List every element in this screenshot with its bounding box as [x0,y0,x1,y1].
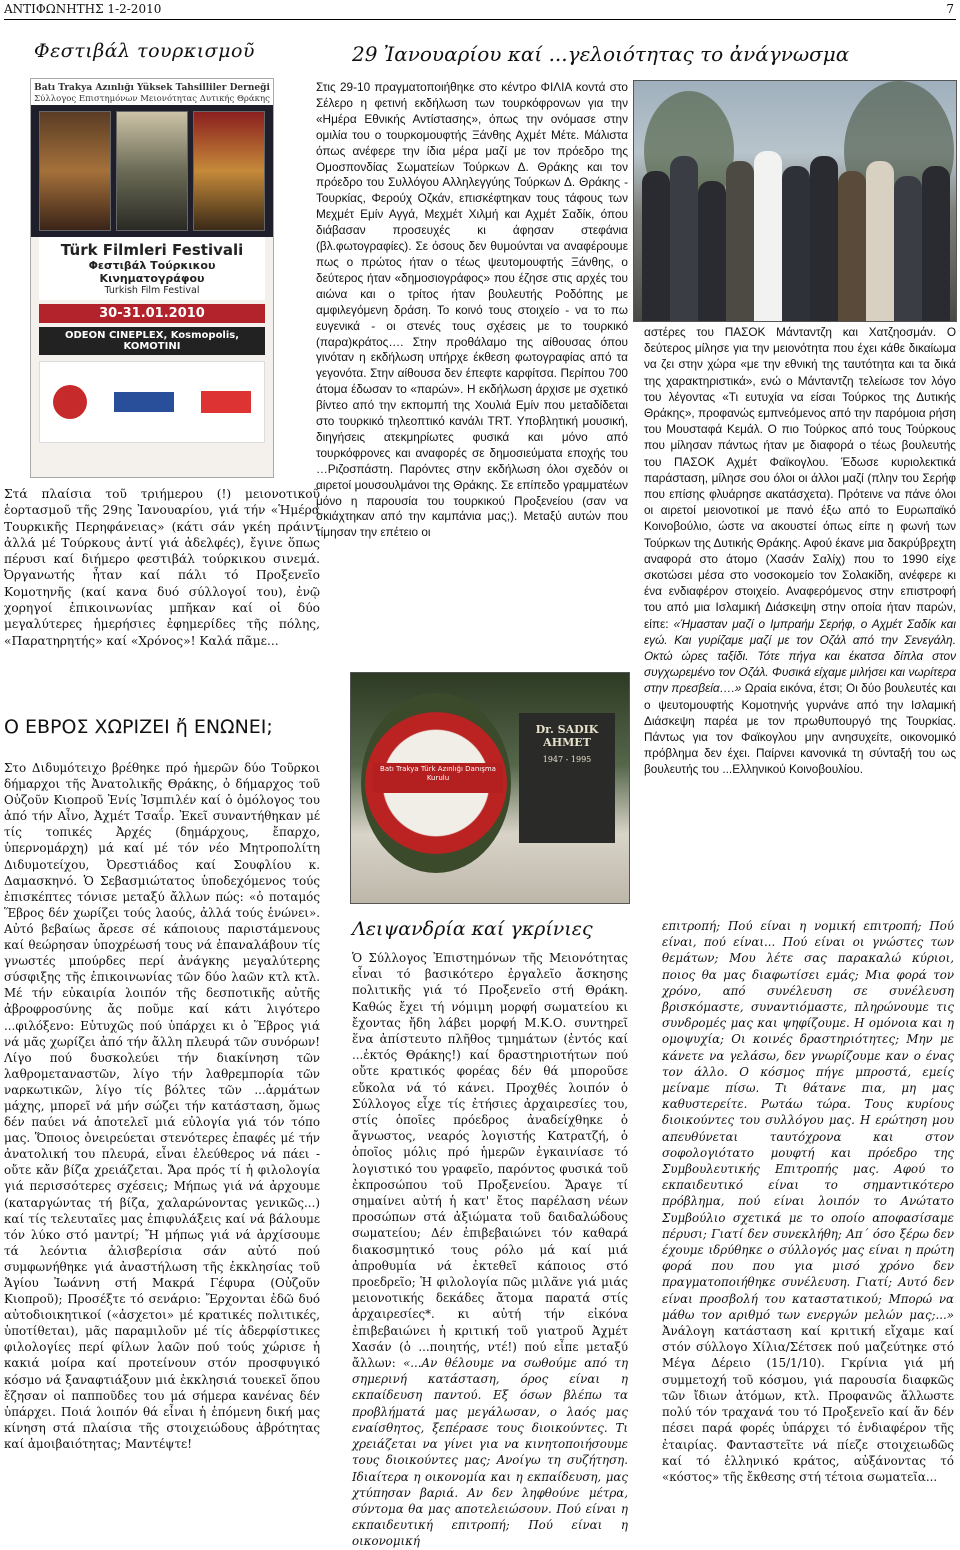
person [698,181,726,321]
tombstone-name: Dr. SADIK AHMET [535,723,599,749]
fest-text: Στά πλαίσια τοῦ τριήμερου (!) μειονοτικοῦ ἑορτασμοῦ τῆς 29ης Ἰανουαρίου, γιά τήν «Ἡμέρα Τουρκικῆς Περηφάνειας» (κάτι σάν γκέη πράιντ ἀλλά μέ Τούρκους ἀντί γιά ἀδελφές), ἔγινε ὅπως πέρυσι καί διήμερο φεστιβάλ τούρκικου σινεμά. Ὀργανωτής ἦταν καί πάλι τό Προξενεῖο Κομοτηνῆς (καί κανα δυό σύλλογοί του), ἐνῷ χορηγοί ἐπικοινωνίας μπῆκαν καί οἱ δύο μεγαλύτερες ἡμερήσιες ἐφημερίδες τῆς πόλης, «Παρατηρητής» καί «Χρόνος»! Καλά πᾶμε... [4,487,320,648]
fest-title: Φεστιβάλ τουρκισμοῦ [34,40,255,62]
evros-text: Στο Διδυμότειχο βρέθηκε πρό ἡμερῶν δύο Τοῦρκοι δήμαρχοι τῆς Ἀνατολικῆς Θράκης, ὁ δήμαρχος τοῦ Οὐζοῦν Κιοπροῦ Ἐνίς Ἰσμπιλέν καί ὁ ὁμόλογος του ἀπό τήν Αἶνο, Ἀχμέτ Τσαΐρ. Ἐκεῖ συναντήθηκαν μέ τίς τοπικές Ἀρχές (δημάρχους, ἔπαρχο, ὑπερνομάρχη) μά καί μέ τόν νέο Μητροπολίτη Διδυμοτείχου, Ὀρεστιάδος καί Σουφλίου κ. Δαμασκηνό. Ὁ Σεβασμιώτατος ὑποδεχόμενος τούς ἐπισκέπτες τόνισε μεταξύ ἄλλων πώς: «ὁ ποταμός Ἕβρος δέν χωρίζει τούς λαούς, ἀλλά τούς ἑνώνει». Αὐτό βεβαίως ἄρεσε σέ κάποιους παριστάμενους καί θεώρησαν ὑποχρέωσή τους νά ἐπαναλάβουν τίς γνωστές μπούρδες περί ἀνάγκης μεγαλύτερης σύσφιξης τῆς ἐπικοινωνίας τῶν δύο λαῶν κτλ κτλ. Μέ τήν εὐκαιρία λοιπόν τῆς δεσποτικῆς αὐτῆς ἀβροφροσύνης ἄς ποῦμε καί κάτι λιγότερο ...φιλόξενο: Εὐτυχῶς πού ὑπάρχει κι ὁ Ἕβρος γιά νά μᾶς χωρίζει ἀπό τήν ἄλλη πλευρά τῶν συνόρων! Λίγο πού δυσκολεύει τήν διακίνηση τῶν λαθρομεταναστῶν, λίγο τήν λαθρεμπορία τῶν ναρκωτικῶν, λίγο τίς βόλτες τῶν ...ἀρμάτων μάχης, μπορεῖ νά μήν σώζει τήν κατάσταση, ὅμως δέν παύει νά ἀποτελεῖ μιά εὐλογία γιά τόν τόπο μας. Ὅποιος ὀνειρεύεται στενότερες ἐπαφές μέ τήν ἀνατολική του πλευρά, εἶναι ἐλεύθερος νά πάει - οὔτε κἄν βίζα χρειάζεται. Ἄρα πρός τί ἡ φιλολογία γιά περισσότερες σχέσεις; Μήπως γιά νά ἀρχουμε (καταργώντας τή βίζα, χαλαρώνοντας γενικῶς...) καί τίς τελευταῖες μας ἐπιφυλάξεις καί νά βάλουμε τόν λύκο στό μαντρί; Ἤ μήπως γιά νά ἀρχίσουμε τά λεόντια ἀλισβερίσια σάν αὐτό πού συμφωνήθηκε γιά ἀναστήλωση τῆς ἐκκλησίας τοῦ Ἁγίου Ἰωάννη στή Μακρά Γέφυρα (Οὐζοῦν Κιοπροῦ); Προσέξτε τό σενάριο: Ἔρχονται ἐδῶ δυό αὐτοδιοικητικοί («ἀσχετοι» μέ κρατικές πολιτικές, ὑποτίθεται), μᾶς παραμιλοῦν μέ τίς ἀδερφίστικες φιλολογίες περί φίλων λαῶν πού τούς χώρισε ἡ κακιά μοίρα καί προτείνουν στόν προσφυγικό κόσμο νά ξαναφτιάξουν μιά ἐκκλησιά τουεκεῖ ὅπου ἔζησαν οἱ παπποῦδες του μά σήμερα κανένας δέν ὑπάρχει. Ποιά λοιπόν θά εἶναι ἡ ἑπόμενη δική μας κίνηση στά πλαίσια τῆς στοιχειώδους ἀβρότητας καί ἀμοιβαιότητας; Μαντέψτε! [4,761,320,1451]
lipsandria-text [352,950,628,1550]
festival-poster [30,78,274,478]
group-photo [633,80,957,322]
tombstone [519,713,615,843]
person [670,156,698,321]
wreath-ribbon-text: Batı Trakya Türk Azınlığı Danışma Kurulu [380,765,496,782]
poster-dates: 30-31.01.2010 [39,304,265,323]
poster-org-el: Σύλλογος Επιστημόνων Μειονότητας Δυτικής Θράκης [34,94,270,104]
person [754,151,782,321]
lipsandria-tail: Ἀνάλογη κατάσταση καί κριτική εἴχαμε καί στόν σύλλογο Χίλια/Σέτσεκ πού μαζεύτηκε στό Μέγα Δέρειο (15/1/10). Γκρίνια γιά μή συμμετοχή τοῦ κόσμου, γιά παρουσία διαφκῶς τῶν ἴδιων ἀτόμων, κτλ. Προφανῶς ἄλλωστε πολύ τόν τραχανά του τό Προξενεῖο καί ἄν δέν πέσει παρά φορές ὑπάρχει τό ἐνδιαφέρον τῆς ἐταιρίας. Φανταστεῖτε νά πίεζε στοιχειωδῶς καί τό ἑλληνικό κράτος, αὐξάνοντας τό «κόστος» τῆς ἔκθεσης στή τέτοια σωματεῖα... [662,1324,954,1484]
person [810,156,838,321]
poster-title-el: Φεστιβάλ Τούρκικου Κινηματογράφου [88,259,216,285]
lipsandria-text-right [662,918,954,1485]
jan29-right-end: Ωραία εικόνα, έτσι; Οι δύο βουλευτές και ο ψευτομουφτής Κομοτηνής γυρνάνε από την Ισλαμική Διάσκεψη παρέα με τον πρωθυπουργό της Τουρκίας. Πάντως για τον Φαϊκογλου μην ανησυχείτε, οικονομικό πρόβλημα δεν έχει. Παίρνει κανονικά τη σύνταξή του ως βουλευτής του ...Ελληνικού Κοινοβουλίου. [644,681,956,777]
jan29-right-quote: «Ήμασταν μαζί ο Ιμπραήμ Σερήφ, ο Αχμέτ Σαδίκ και εγώ. Και γυρίζαμε μαζί με τον Οζάλ από την Σενεγάλη. Οκτώ ώρες ταξίδι. Τότε πήγα και έκατσα δίπλα στον συγχωρεμένο τον Οζάλ. Φυσικά είχαμε μιλήσει και νωρίτερα στην πρεσβεία….» [644,616,956,696]
wreath-ribbon [373,763,503,793]
poster-film-strip [31,105,273,237]
lipsandria-quote-b: επιτροπή; Πού είναι η νομική επιτροπή; Πού είναι, πού είναι... Πού είναι οι γνώστες των θεμάτων; Μου λέτε σας παρακαλώ κύριοι, ποιος θα μας διαφωτίσει εμάς; Μια φορά τον χρόνο, από συνέλευση σε συνέλευση βρισκόμαστε, συναντιόμαστε, πληρώνουμε τις συνδρομές μας και ψηφίζουμε. Η ομόνοια και η ομοψυχία; Οι κοινές δραστηριότητες; Μην με κάνετε να γελάσω, δεν γνωρίζουμε καν ο ένας τον άλλο. Ο κόσμος πήγε μπροστά, εμείς μείναμε πίσω. Τι θάτανε πια, μη μας καθυστερείτε. Ρωτάω τώρα. Τους κυρίους διοικούντες του συλλόγου μας. Η ερώτηση μου απευθύνεται ταυτόχρονα και στον σοφολογιότατο μουφτή και πρόεδρο της Συμβουλευτικής Επιτροπής μας. Αφού το εκπαιδευτικό είναι το σημαντικότερο πρόβλημα, πού είναι λοιπόν το Ανώτατο Συμβούλιο σχετικά με το οποίο αποφασίσαμε πέρυσι; Γιατί δεν συνεκλήθη; Απ΄ όσο ξέρω δεν έχουμε ιδρύθηκε ο σύλλογός μας είναι η πρώτη φορά που που για μισό χρόνο δεν πραγματοποιήθηκε συνέλευση. Γιατί; Αυτό δεν είναι προσβολή του καταστατικού; Μπορώ να μάθω τον αριθμό των ενεργών μελών μας;...» [662,919,954,1322]
person [838,171,866,321]
poster-title-en: Turkish Film Festival [104,285,200,296]
film-poster [39,111,111,231]
sponsor-logo [53,385,87,419]
header-left: ΑΝΤΙΦΩΝΗΤΗΣ 1-2-2010 [4,2,162,16]
jan29-right-plain: αστέρες του ΠΑΣΟΚ Μάνταντζη και Χατζηοσμάν. Ο δεύτερος μίλησε για την μειονότητα που έχει κάθε δικαίωμα να ζει στην χώρα «με την εθνική της ταυτότητα και τα δικά της χαρακτηριστικά», ενώ ο Μάνταντζη τελείωσε τον λόγο του λέγοντας «Τι ευτυχία να είσαι Τούρκος της Δυτικής Θράκης», προφανώς εμπνεόμενος από την παρόμοια ρήση του Μουσταφά Κεμάλ. Ο πιο Τούρκος από τους Τούρκους που μίλησαν πάντως ήταν με διαφορά ο τέως βουλευτής του ΠΑΣΟΚ Αχμέτ Φαϊκογλου. Έδωσε κυριολεκτικά παράσταση, μίλησε σου όλοι οι άλλοι μαζί (πλην του Σερήφ που επίσης φλυάρησε ακατάσχετα). Πρότεινε να πάνε όλοι οι αιρετοί μειονοτικοί με πανό έξω από το Ευρωπαϊκό Κοινοβούλιο, ώστε να ακουστεί όπως είπε η φωνή των Τούρκων της Δυτικής Θράκης. Αφού έκανε μια δακρύβρεχτη αναφορά στο άτομο (Χασάν Σαλίχ) που το 1990 είχε σκοτώσει μέσα στο νοσοκομείο τον Σολακίδη, ανέφερε κι ένα ενδιαφέρον στοιχείο. Αναφερόμενος στην επιστροφή του από μια Ισλαμική Διάσκεψη στην οποία ήταν παρών, είπε: [644,325,956,631]
tombstone-years: 1947 - 1995 [542,755,592,764]
poster-venue: ODEON CINEPLEX, Kosmopolis, KOMOTINI [39,327,265,355]
lipsandria-quote-a: «...Αν θέλουμε να σωθούμε από τη σημερινή κατάσταση, όρος είναι η εκπαίδευση παντού. Εξ όσων βλέπω τα προβλήματά μας μεγάλωσαν, ο λαός μας εναίσθητος, ξεπέρασε τους διοικούντες. Τι χρειάζεται να γίνει για να κινητοποιήσουμε τους διοικούντες μας; Ανοίγω τη συζήτηση. Ιδιαίτερα η οικονομία και η εκπαίδευση, μας χτύπησαν βαριά. Αν δεν ληφθούνε μέτρα, σύντομα θα μας αποτελειώσουν. Πού είναι η εκπαιδευτική επιτροπή; Πού είναι η οικονομική [352,1356,629,1549]
person [866,161,894,321]
poster-title-tr: Türk Filmleri Festivali [60,241,244,259]
header-rule [4,19,956,20]
jan29-text: Στις 29-10 πραγματοποιήθηκε στο κέντρο ΦΙΛΙΑ κοντά στο Σέλερο η φετινή εκδήλωση των τουρκόφρονων για την «Ημέρα Εθνικής Αντίστασης», όπως την ονόμασε στην ομιλία του ο τουρκομουφτής Ξάνθης Αχμέτ Μέτε. Μάλιστα όπως ανέφερε την ίδια μέρα μαζί με τον πρόεδρο της Ομοσπονδίας Σωματείων Τούρκων Δ. Θράκης και τον πρόεδρο του Συλλόγου Αλληλεγγύης Τούρκων Δ. Θράκης - Τουρκίας, Φερούχ Οζκάν, επισκέφτηκαν τους τάφους των Μεχμέτ Εμίν Αγγά, Μεχμέτ Χιλμή και Αχμέτ Σαδίκ, όπου διάβασαν προσευχές κι άφησαν στεφάνια (βλ.φωτογραφίες). Σε όσους δεν θυμούνται να αναφέρουμε πως ο πρώτος ήταν ο τέως ψευτομουφτής Ξάνθης, ο δεύτερος ήταν «δημοσιογράφος» που έζησε στις αρχές του αιώνα και ο τρίτος ήταν βουλευτής Ροδόπης με αμφιλεγόμενη δράση. Το κοινό τους στοιχείο - να το πω ευγενικά - οι στενές τους σχέσεις με το τουρκικό (παρα)κράτος…. Στην προθάλαμο της αίθουσας όπου γινόταν η εκδήλωση υπήρχε έκθεση φωτογραφίας από τα γεγονότα. Στην αίθουσα δεν έπεφτε καρφίτσα. Περίπου 700 άτομα έδωσαν το «παρών». Η εκδήλωση άρχισε με σχετικό βίντεο από την εκπομπή της Χουλιά Εμίν που μεταδίδεται στο τουρκικό τηλεοπτικό κανάλι TRT. Υποβλητική μουσική, διηγήσεις ατεκμηρίωτες φυσικά και μόνο από τουρκόφρονες και αναφορές σε δημοσιεύματα εποχής του …Ριζοσπάστη. Παρόντες στην εκδήλωση όλοι σχεδόν οι αιρετοί μουσουλμάνοι της Θράκης. Σε επίπεδο γραμματέων μόνο η παρουσία του τουρκικού Προξενείου (σαν να σκιάχτηκαν από την καμπάνια μας;). Μεταξύ αυτών που τίμησαν την επέτειο οι [316,80,628,540]
jan29-title: 29 Ἰανουαρίου καί ...γελοιότητας το ἀνάγνωσμα [352,42,850,66]
person [642,171,670,321]
person [894,176,922,321]
poster-org-tr: Batı Trakya Azınlığı Yüksek Tahsilliler Derneği [34,83,270,93]
person [726,161,754,321]
jan29-text-right [644,324,956,778]
lipsandria-body: Ὁ Σύλλογος Ἐπιστημόνων τῆς Μειονότητας εἶναι τό βασικότερο ἐργαλεῖο ἄσκησης πολιτικῆς γιά τό Προξενεῖο στή Θράκη. Καθώς ἔχει τή νόμιμη μορφή σωματείου κι ἔχοντας ἤδη λάβει μορφή Μ.Κ.Ο. συντηρεῖ ἕνα ἀπίστευτο πλῆθος τμημάτων (ἐντός καί ...ἐκτός Θράκης!) καί δραστηριοτήτων πού οὔτε κρατικός φορέας δέν θά μποροῦσε εὔκολα νά τό κάνει. Προχθές λοιπόν ὁ Σύλλογος εἶχε τίς ἐτήσιες ἀρχαιρεσίες του, στίς ὁποῖες πρόεδρος ἀναδείχθηκε ὁ ἄγνωστος, νεαρός λογιστής Κατρατζή, ὁ ὁποῖος μόλις πρό ἡμερῶν ἐγκαινίασε τό λογιστικό του γραφεῖο, παρόντος φυσικά τοῦ ἐκπροσώπου τοῦ Προξενείου. Ἄραγε τί σημαίνει αὐτή ἡ κατ' ἔτος παρέλαση νέων προσώπων στά ἀξιώματα τοῦ δαιδαλώδους σωματείου; Δέν ἐπιβεβαιώνει τόν καθαρά διακοσμητικό τους ρόλο μά καί μιά ἀπροθυμία νά ἐκτεθεῖ κάποιος στό προεδρεῖο; Ἡ φιλολογία πῶς μιλᾶνε γιά μιάς μειονοτικής δεκάδες ἄτομα παρατά στίς ἀρχαιρεσίες*. κι αὐτή τήν εἰκόνα ἐπιβεβαιώνει ἡ κριτική τοῦ γιατροῦ Ἀχμέτ Χασάν (ὁ ...ποιητής, ντέ!) πού εἶπε μεταξύ ἄλλων: [352,951,628,1371]
evros-title: Ο ΕΒΡΟΣ ΧΩΡΙΖΕΙ ἤ ΕΝΩΝΕΙ; [4,716,273,738]
poster-banner [39,237,265,300]
page-number: 7 [946,2,954,16]
page-header [0,0,960,20]
poster-sponsors [39,361,265,443]
film-poster [116,111,188,231]
poster-org-block [31,79,273,105]
film-poster [193,111,265,231]
lipsandria-title: Λειψανδρία καί γκρίνιες [352,918,593,940]
sponsor-logo [201,391,251,413]
wreath-photo [350,672,630,904]
person [782,166,810,321]
sponsor-logo [114,392,174,412]
person [922,166,950,321]
